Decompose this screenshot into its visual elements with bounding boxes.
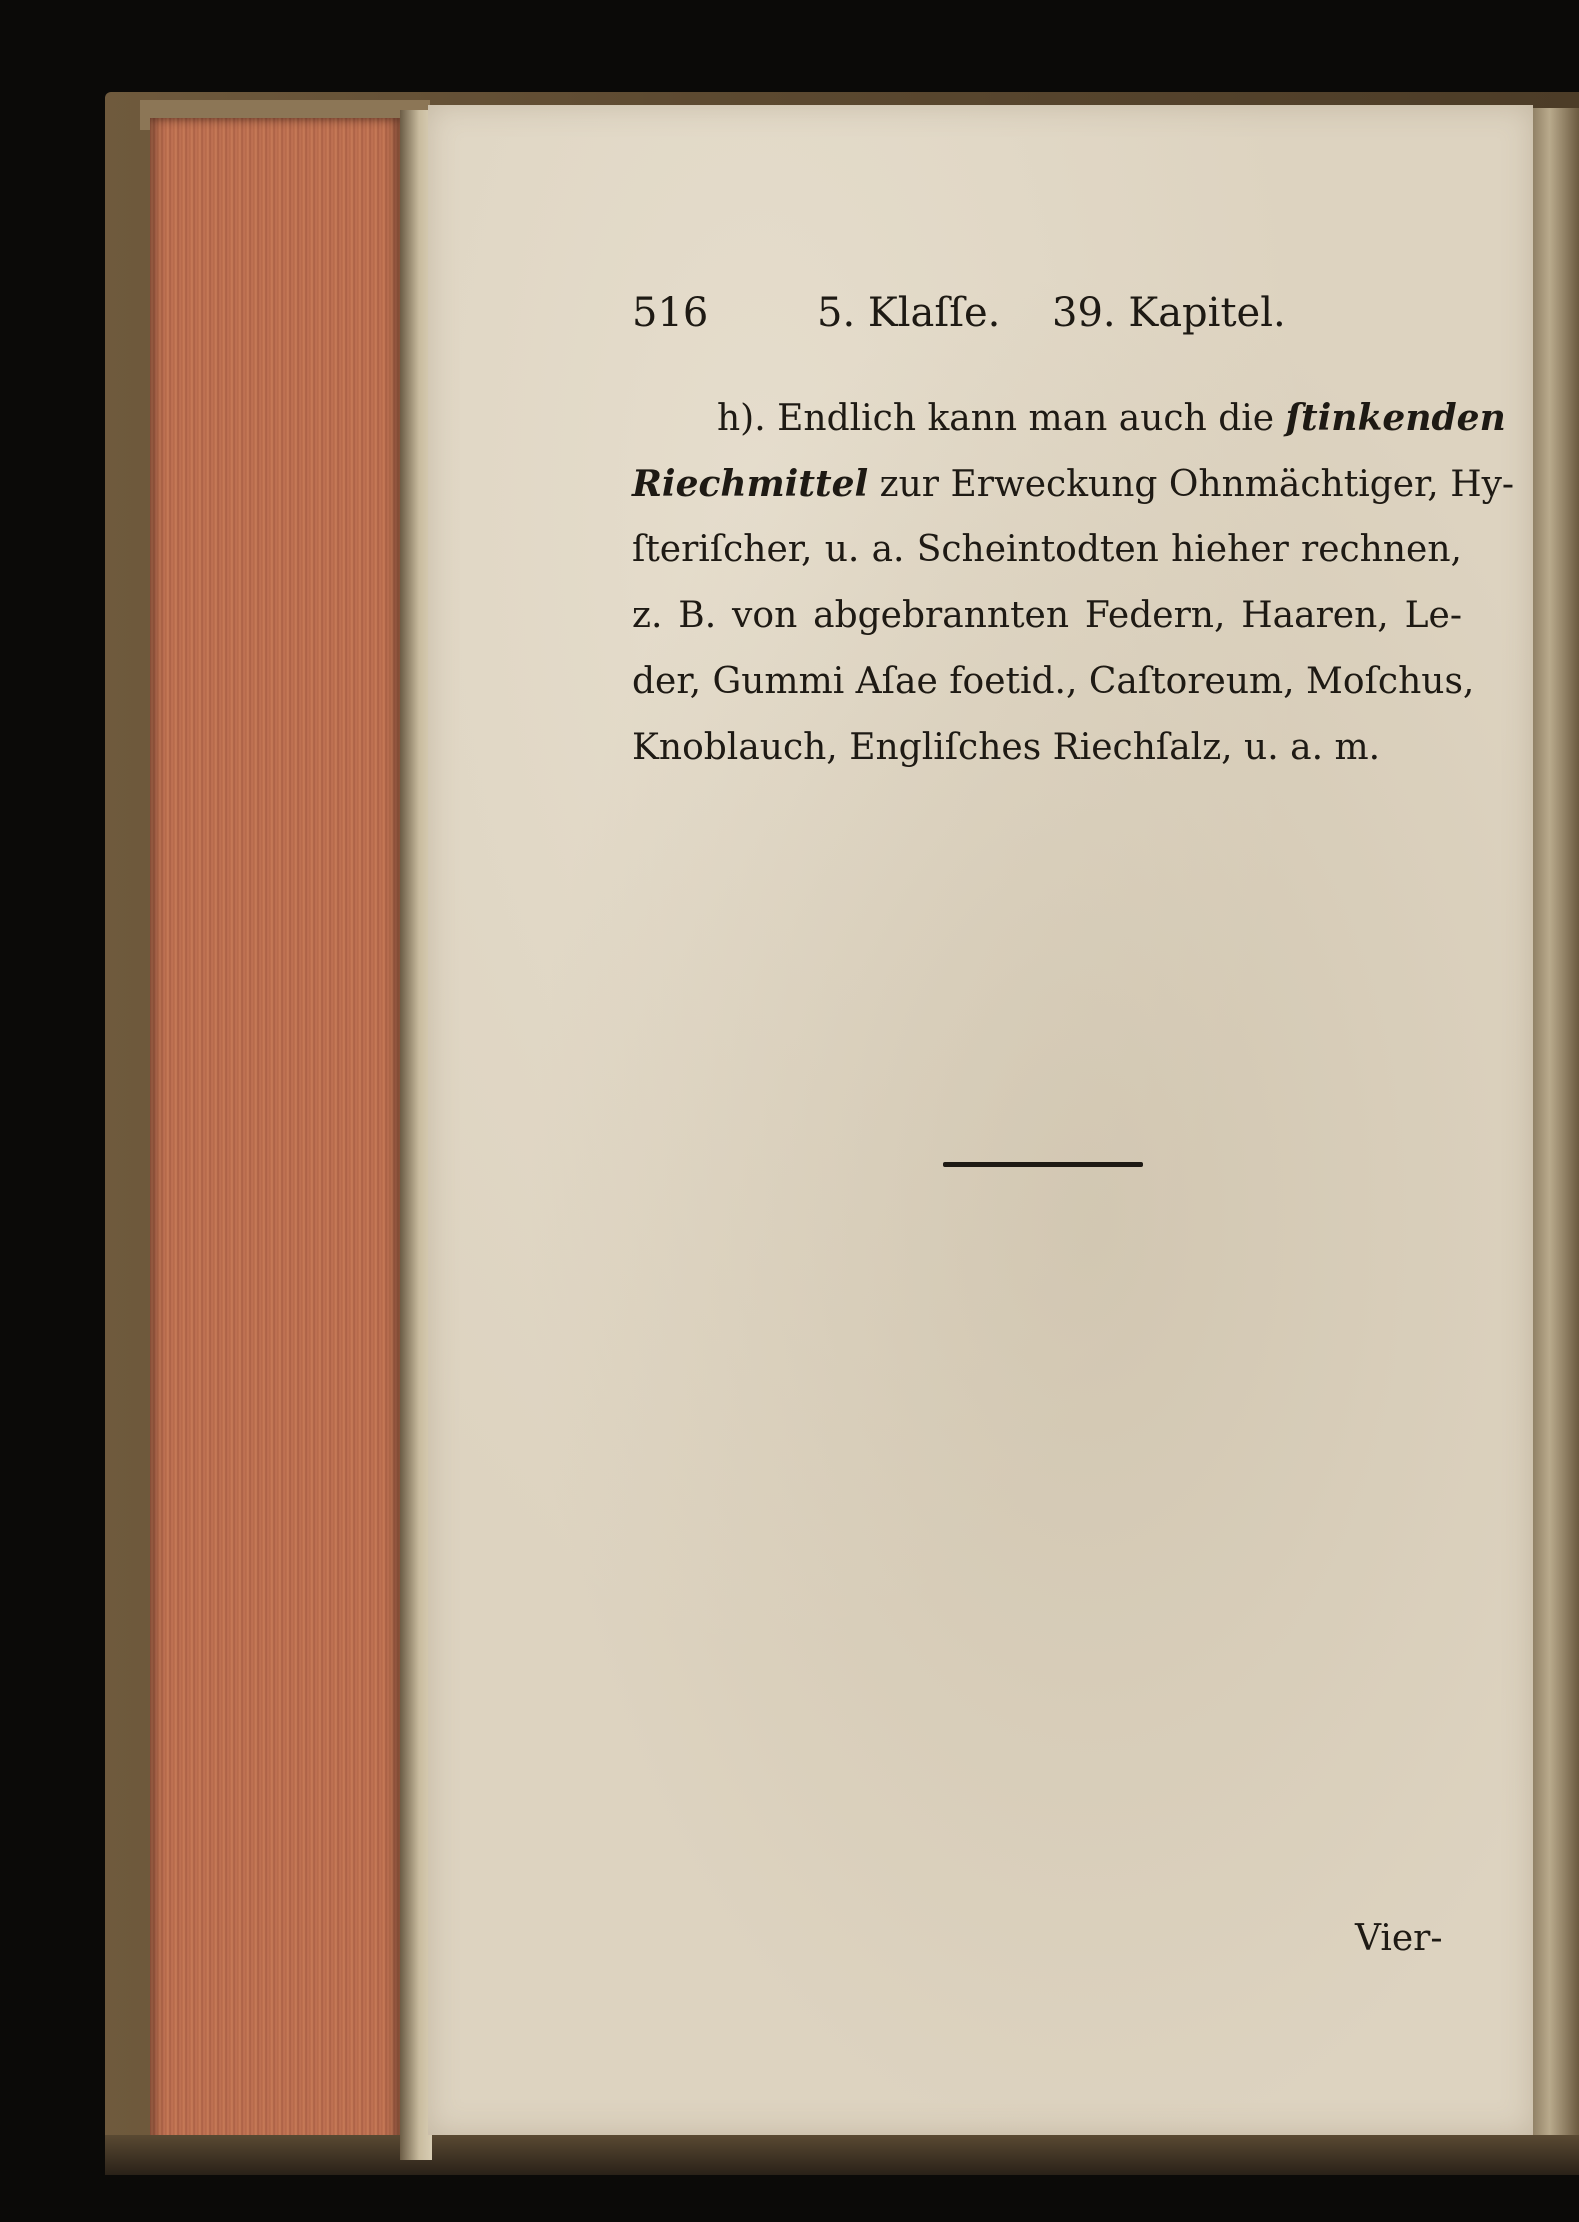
text-line [632, 649, 1475, 715]
text-span: der, Gummi Aſae foetid., Caſtoreum, Moſchus, [632, 661, 1475, 702]
catchword: Vier- [1355, 1918, 1443, 1959]
cover-bottom [105, 2135, 1579, 2175]
class-label: 5. Klaſſe. [817, 290, 1001, 336]
text-span: Knoblauch, Engliſches Riechſalz, u. a. m. [632, 727, 1381, 768]
text-line [632, 583, 1462, 649]
section-divider [943, 1162, 1143, 1167]
page-number: 516 [632, 290, 709, 336]
page-block-edge [150, 118, 400, 2158]
text-line [632, 385, 1506, 451]
paragraph [632, 385, 1515, 781]
text-span: z. B. von abgebrannten Federn, Haaren, Le- [632, 595, 1462, 636]
following-pages [1530, 108, 1579, 2158]
text-line [632, 451, 1515, 517]
text-span: ſteriſcher, u. a. Scheintodten hieher rechnen, [632, 529, 1462, 570]
text-line [632, 517, 1462, 583]
italic-term: ſtinkenden [1285, 397, 1506, 439]
text-span: zur Erweckung Ohnmächtiger, Hy- [868, 464, 1515, 505]
text-span: h). Endlich kann man auch die [717, 398, 1286, 439]
chapter-label: 39. Kapitel. [1052, 290, 1286, 336]
italic-term: Riechmittel [632, 463, 869, 505]
text-line [632, 715, 1462, 781]
running-header [632, 290, 1332, 360]
